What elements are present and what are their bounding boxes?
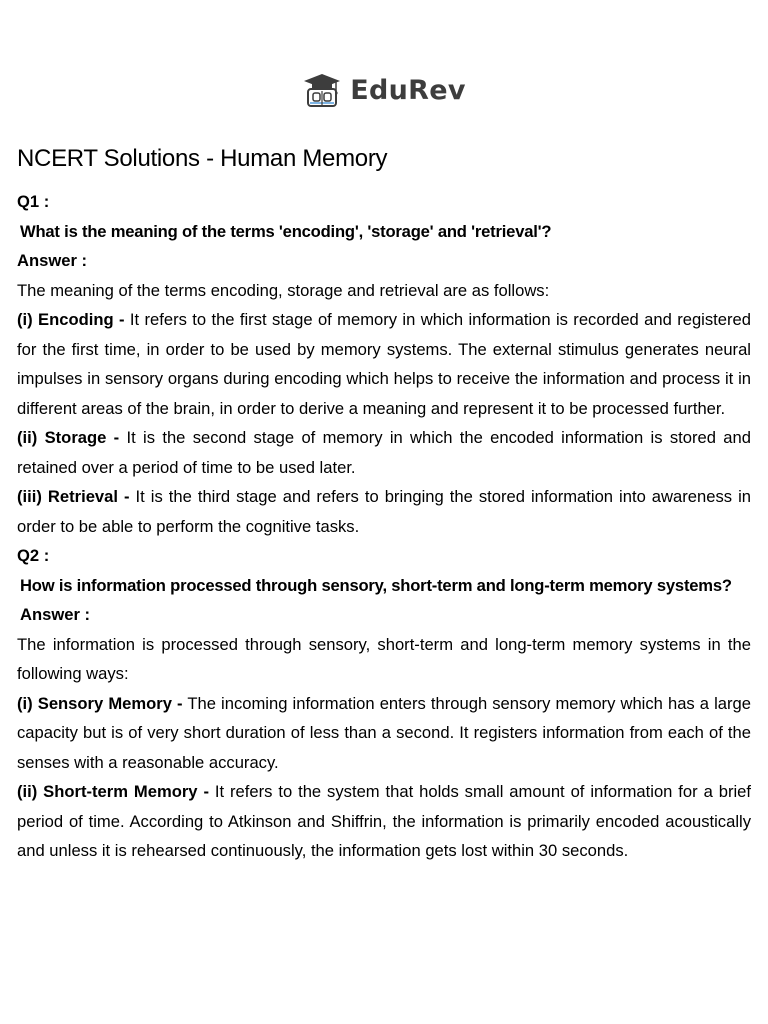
q1-intro: The meaning of the terms encoding, storage and retrieval are as follows: (17, 280, 550, 300)
question-text: How is information processed through sensory, short-term and long-term memory systems? (20, 575, 732, 595)
question-label: Q1 : (17, 192, 50, 211)
point-text: The incoming information enters through sensory memory which has a large capacity but is of very short duration of less than a second. It registers information from each of the senses with a reasonable accuracy. (17, 693, 752, 772)
q1-point-encoding (17, 305, 751, 423)
point-term: (iii) Retrieval - (17, 487, 130, 506)
point-text: It refers to the system that holds small amount of information for a brief period of time. According to Atkinson and Shiffrin, the information is primarily encoded acoustically and unless it is rehearsed continuously, the information gets lost within 30 seconds. (17, 782, 751, 860)
point-text: It is the third stage and refers to bringing the stored information into awareness in order to be able to perform the cognitive tasks. (17, 487, 751, 536)
q1-point-retrieval (17, 482, 751, 541)
point-text: It is the second stage of memory in which the encoded information is stored and retained over a period of time to be used later. (17, 428, 751, 477)
page-title: NCERT Solutions - Human Memory (17, 145, 388, 172)
q1-question (17, 217, 751, 247)
q2-question (17, 571, 751, 601)
point-term: (ii) Storage - (17, 428, 120, 447)
document-body (17, 141, 751, 866)
question-text: What is the meaning of the terms 'encoding', 'storage' and 'retrieval'? (20, 221, 552, 241)
graduation-cap-icon (302, 72, 342, 108)
answer-label: Answer : (20, 605, 91, 624)
point-term: (i) Sensory Memory - (17, 693, 183, 713)
q2-intro: The information is processed through sensory, short-term and long-term memory systems in the following ways: (17, 634, 751, 683)
question-label: Q2 : (17, 546, 50, 565)
point-text: It refers to the first stage of memory in which information is recorded and registered for the first time, in order to be used by memory systems. The external stimulus generates neural impulses in sensory organs during encoding which helps to receive the information and process it in different areas of the brain, in order to derive a meaning and represent it to be processed further. (17, 310, 751, 418)
q2-answer-label (17, 600, 751, 630)
q1-answer-label (17, 246, 751, 276)
q2-point-sensory-memory (17, 689, 751, 778)
q2-point-short-term-memory (17, 777, 751, 866)
point-term: (i) Encoding - (17, 310, 125, 329)
answer-label: Answer : (17, 251, 88, 270)
q1-point-storage (17, 423, 751, 482)
edurev-logo (0, 72, 768, 108)
q1-label (17, 187, 751, 217)
point-term: (ii) Short-term Memory - (17, 782, 209, 801)
q2-label (17, 541, 751, 571)
logo-text: EduRev (350, 74, 466, 106)
